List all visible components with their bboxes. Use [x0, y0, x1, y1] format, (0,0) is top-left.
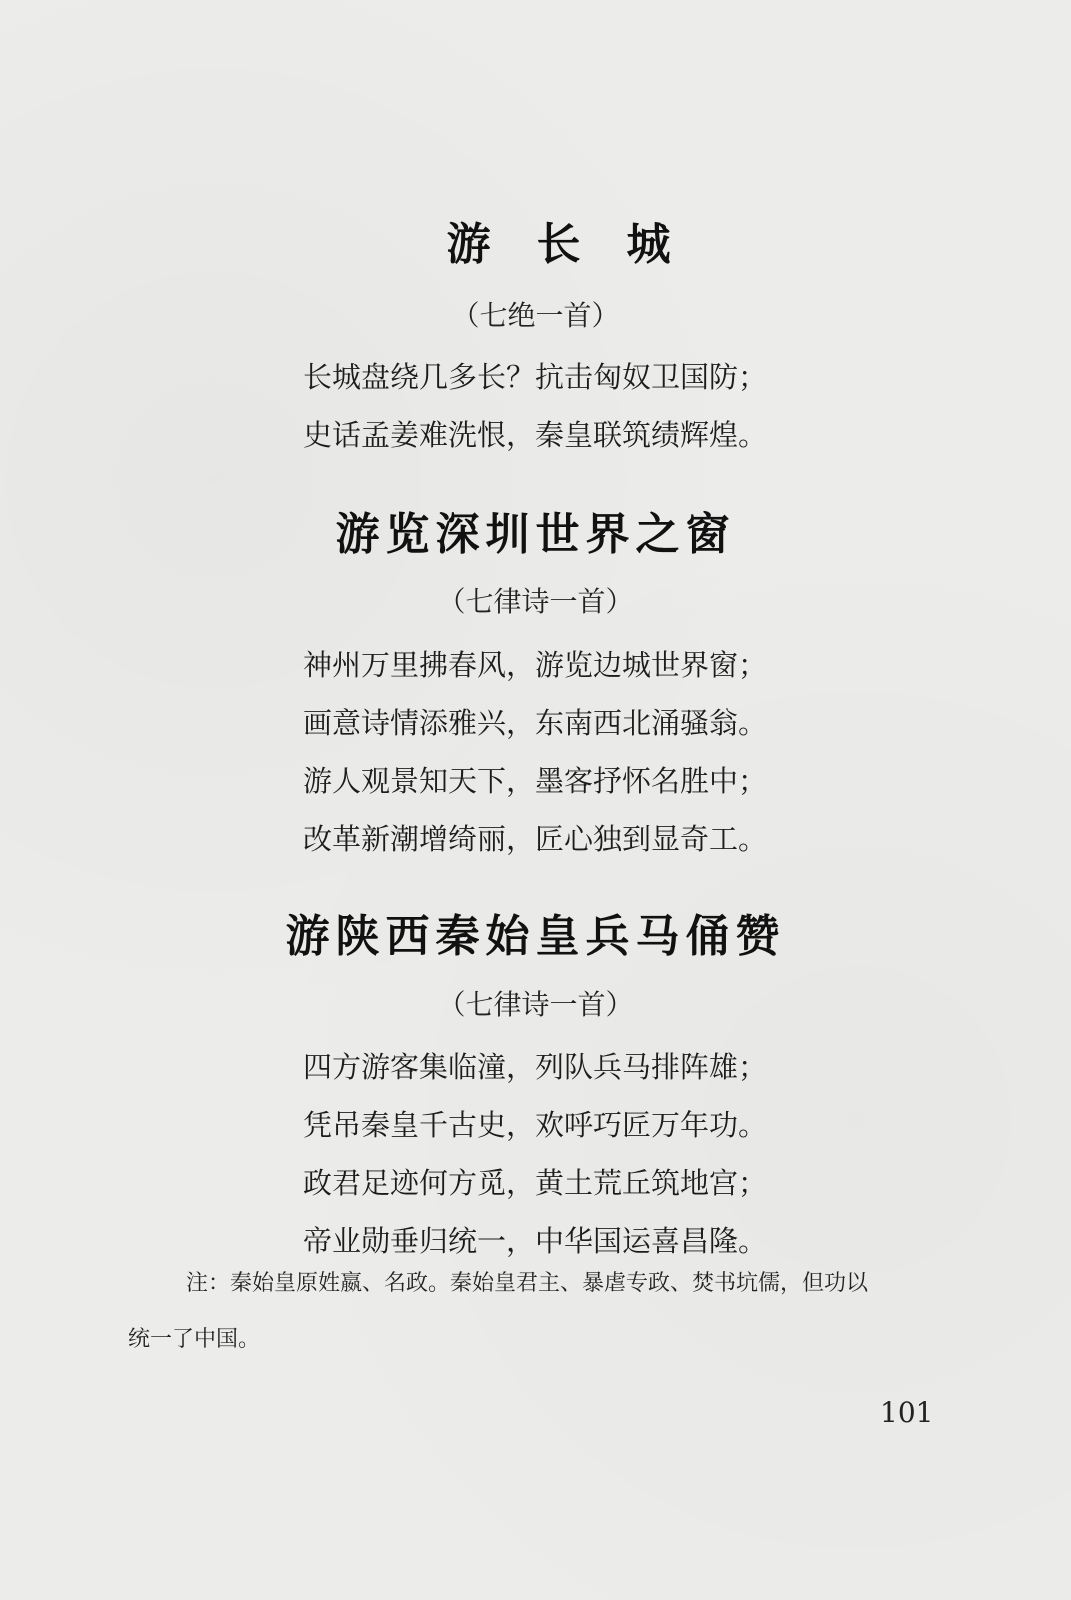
poem-line: 长城盘绕几多长？抗击匈奴卫国防；: [303, 360, 768, 394]
poem-body-great-wall: [303, 348, 823, 464]
poem-subtitle-great-wall: （七绝一首）: [451, 299, 620, 332]
poem-line: 史话孟姜难洗恨，秦皇联筑绩辉煌。: [303, 418, 768, 452]
poem-body-shenzhen: [303, 636, 823, 868]
poem-body-terracotta: [303, 1038, 823, 1270]
poem-subtitle-shenzhen: （七律诗一首）: [437, 585, 634, 618]
poem-subtitle-terracotta: （七律诗一首）: [437, 988, 634, 1021]
footnote: [128, 1256, 968, 1368]
poem-line: 政君足迹何方觅，黄土荒丘筑地宫；: [303, 1166, 768, 1200]
footnote-line-2: 统一了中国。: [128, 1327, 261, 1352]
poem-title-great-wall: 游长城: [446, 219, 717, 270]
poem-title-terracotta: 游陕西秦始皇兵马俑赞: [285, 911, 786, 962]
footnote-line-1: 注：秦始皇原姓嬴、名政。秦始皇君主、暴虐专政、焚书坑儒，但功以: [186, 1271, 869, 1296]
poem-line: 四方游客集临潼，列队兵马排阵雄；: [303, 1050, 768, 1084]
poem-line: 帝业勋垂归统一，中华国运喜昌隆。: [303, 1224, 768, 1258]
poem-line: 游人观景知天下，墨客抒怀名胜中；: [303, 764, 768, 798]
poem-line: 画意诗情添雅兴，东南西北涌骚翁。: [303, 706, 768, 740]
page-number: 101: [880, 1396, 934, 1429]
poem-title-shenzhen: 游览深圳世界之窗: [335, 509, 736, 560]
poem-line: 凭吊秦皇千古史，欢呼巧匠万年功。: [303, 1108, 768, 1142]
poem-line: 神州万里拂春风，游览边城世界窗；: [303, 648, 768, 682]
poem-line: 改革新潮增绮丽，匠心独到显奇工。: [303, 822, 768, 856]
